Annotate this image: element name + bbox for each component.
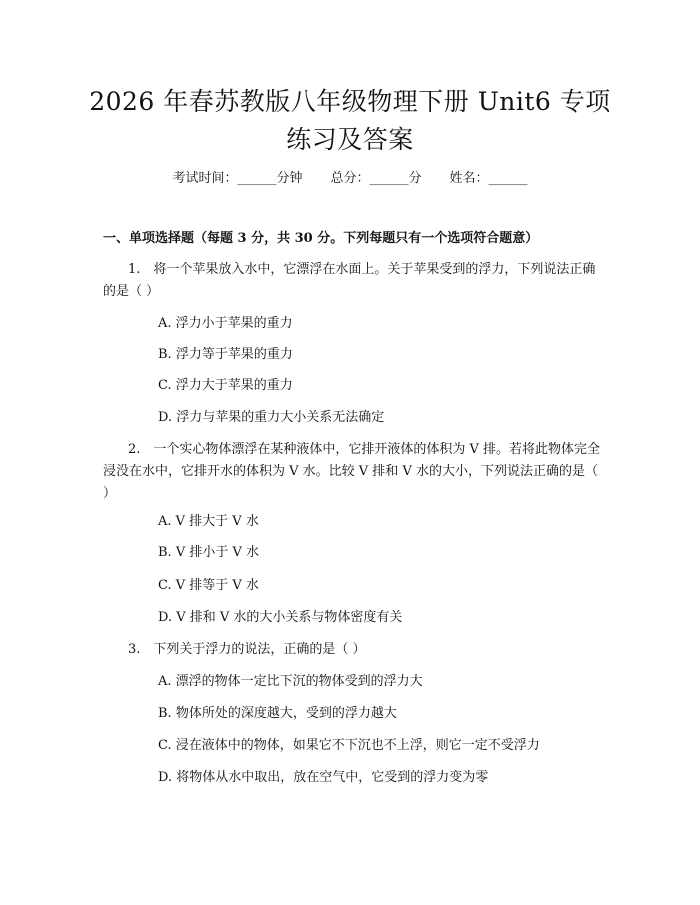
title-line-2: 练习及答案	[286, 125, 414, 154]
question-2-stem: 2. 一个实心物体漂浮在某种液体中，它排开液体的体积为 V 排。若将此物体完全浸没在水中，它排开水的体积为 V 水。比较 V 排和 V 水的大小，下列说法正确的是（ ）	[103, 442, 601, 501]
question-3-option-b: B. 物体所处的深度越大，受到的浮力越大	[158, 706, 397, 721]
exam-info-line	[0, 169, 700, 189]
title-line-1: 2026 年春苏教版八年级物理下册 Unit6 专项	[89, 87, 611, 116]
question-1-option-a: A. 浮力小于苹果的重力	[158, 316, 293, 331]
exam-time-label: 考试时间：______分钟	[172, 171, 303, 186]
name-label: 姓名：______	[449, 171, 528, 186]
question-1-option-c: C. 浮力大于苹果的重力	[158, 378, 293, 393]
total-score-label: 总分：______分	[330, 171, 422, 186]
question-3-option-d: D. 将物体从水中取出，放在空气中，它受到的浮力变为零	[158, 770, 489, 785]
question-1-stem: 1. 将一个苹果放入水中，它漂浮在水面上。关于苹果受到的浮力，下列说法正确的是（ ）	[103, 262, 596, 299]
question-2-option-a: A. V 排大于 V 水	[158, 514, 259, 529]
question-2-option-d: D. V 排和 V 水的大小关系与物体密度有关	[158, 610, 403, 625]
question-2-option-b: B. V 排小于 V 水	[158, 545, 259, 560]
question-3-stem: 3. 下列关于浮力的说法，正确的是（ ）	[128, 642, 366, 657]
question-1-option-b: B. 浮力等于苹果的重力	[158, 347, 293, 362]
question-2-option-c: C. V 排等于 V 水	[158, 578, 259, 593]
section-heading: 一、单项选择题（每题 3 分，共 30 分。下列每题只有一个选项符合题意）	[103, 231, 539, 246]
document-title	[60, 83, 640, 159]
question-3-option-c: C. 浸在液体中的物体，如果它不下沉也不上浮，则它一定不受浮力	[158, 738, 540, 753]
question-3-option-a: A. 漂浮的物体一定比下沉的物体受到的浮力大	[158, 674, 423, 689]
question-1-option-d: D. 浮力与苹果的重力大小关系无法确定	[158, 410, 385, 425]
